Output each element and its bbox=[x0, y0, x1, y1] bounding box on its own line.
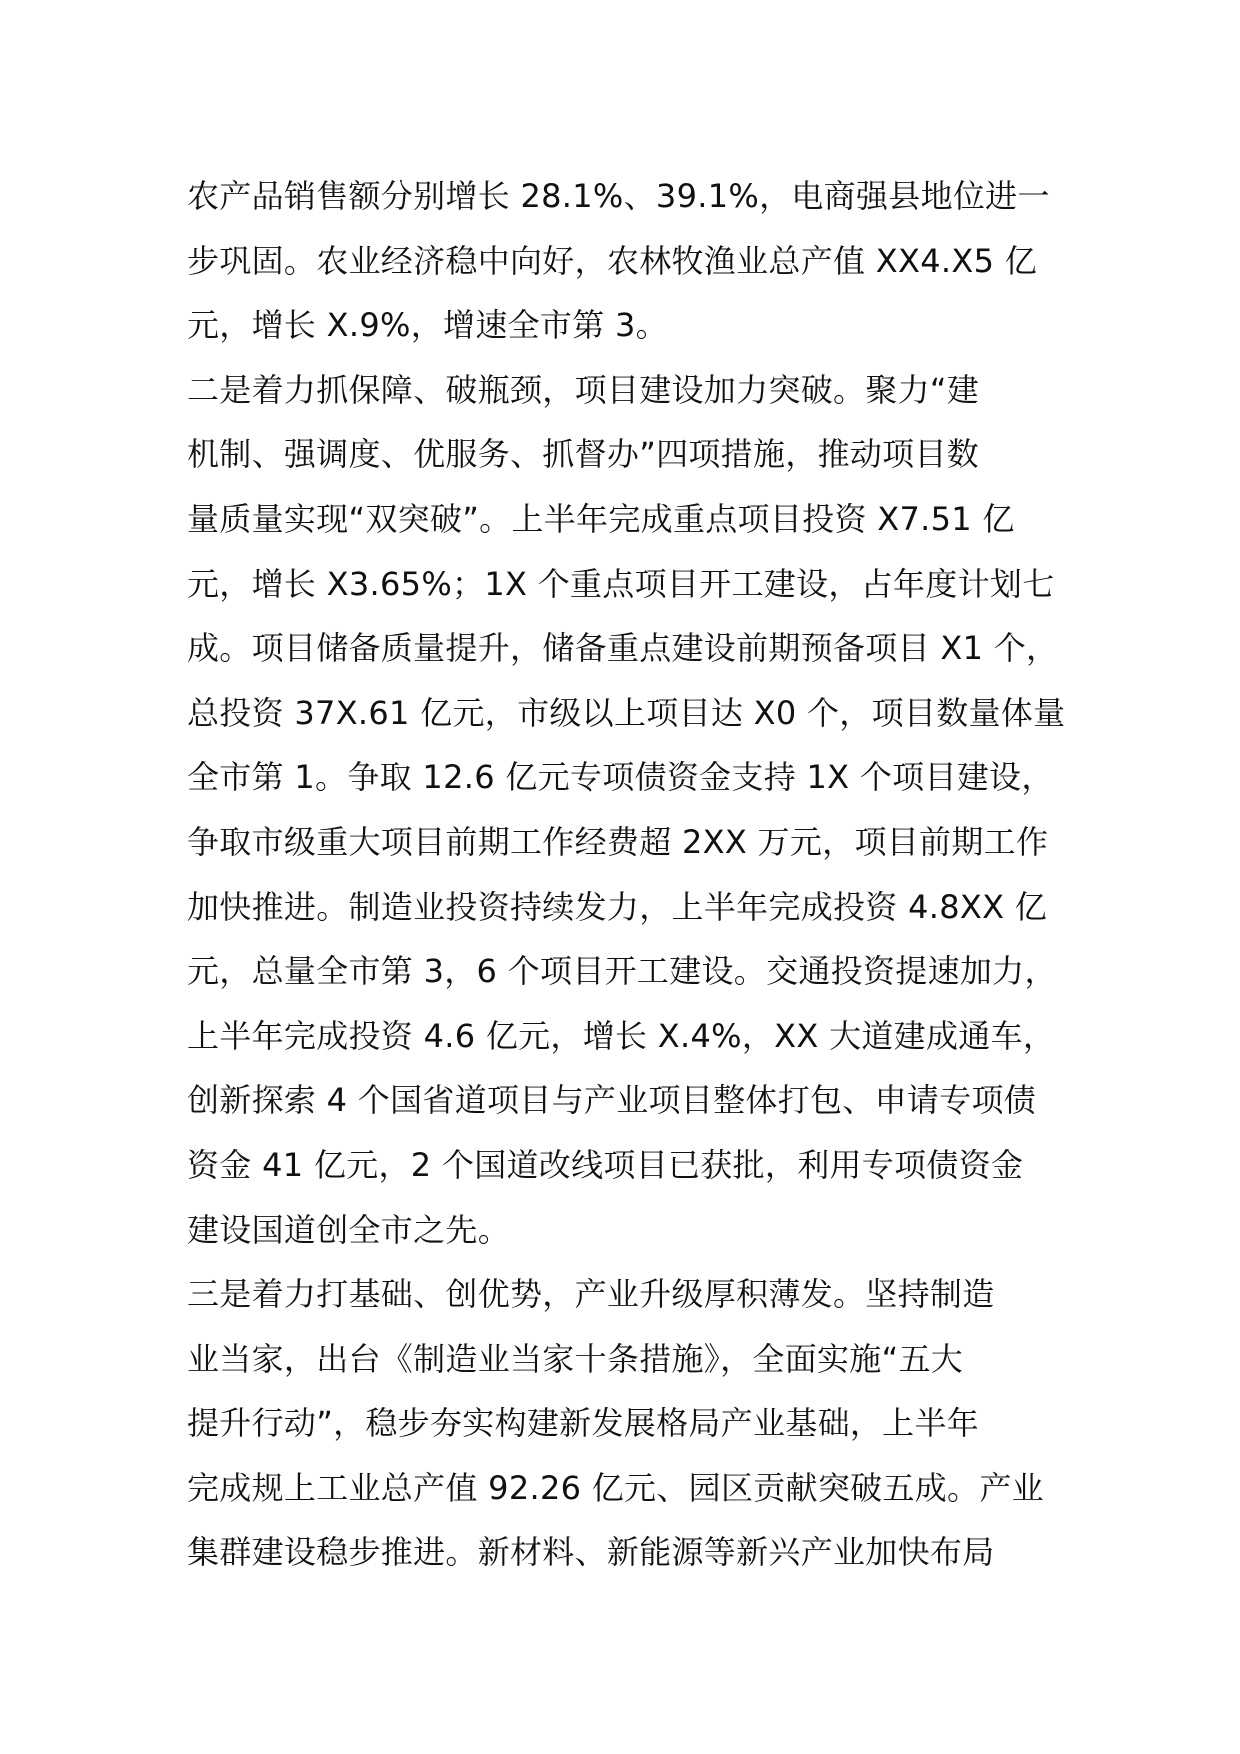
text-line: 三是着力打基础、创优势，产业升级厚积薄发。坚持制造 bbox=[187, 1275, 995, 1314]
text-line: 全市第 1。争取 12.6 亿元专项债资金支持 1X 个项目建设， bbox=[187, 758, 1054, 797]
text-line: 提升行动”，稳步夯实构建新发展格局产业基础，上半年 bbox=[187, 1404, 980, 1443]
text-line: 成。项目储备质量提升，储备重点建设前期预备项目 X1 个， bbox=[187, 629, 1059, 668]
text-line: 上半年完成投资 4.6 亿元，增长 X.4%，XX 大道建成通车， bbox=[187, 1016, 1056, 1055]
text-line: 农产品销售额分别增长 28.1%、39.1%，电商强县地位进一 bbox=[187, 177, 1050, 215]
text-line: 总投资 37X.61 亿元，市级以上项目达 X0 个，项目数量体量 bbox=[187, 693, 1066, 732]
text-line: 二是着力抓保障、破瓶颈，项目建设加力突破。聚力“建 bbox=[187, 370, 980, 409]
text-line: 元，增长 X.9%，增速全市第 3。 bbox=[187, 306, 668, 345]
body-text bbox=[187, 164, 1092, 1585]
text-line: 完成规上工业总产值 92.26 亿元、园区贡献突破五成。产业 bbox=[187, 1468, 1044, 1507]
text-line: 机制、强调度、优服务、抓督办”四项措施，推动项目数 bbox=[187, 435, 980, 474]
text-line: 资金 41 亿元，2 个国道改线项目已获批，利用专项债资金 bbox=[187, 1145, 1024, 1184]
text-line: 加快推进。制造业投资持续发力，上半年完成投资 4.8XX 亿 bbox=[187, 887, 1048, 926]
text-line: 量质量实现“双突破”。上半年完成重点项目投资 X7.51 亿 bbox=[187, 499, 1015, 538]
text-line: 集群建设稳步推进。新材料、新能源等新兴产业加快布局 bbox=[187, 1533, 995, 1572]
text-line: 建设国道创全市之先。 bbox=[187, 1210, 511, 1249]
text-line: 步巩固。农业经济稳中向好，农林牧渔业总产值 XX4.X5 亿 bbox=[187, 241, 1038, 280]
text-line: 创新探索 4 个国省道项目与产业项目整体打包、申请专项债 bbox=[187, 1081, 1037, 1120]
text-line: 元，总量全市第 3，6 个项目开工建设。交通投资提速加力， bbox=[187, 952, 1057, 991]
text-line: 业当家，出台《制造业当家十条措施》，全面实施“五大 bbox=[187, 1339, 964, 1378]
text-line: 元，增长 X3.65%；1X 个重点项目开工建设，占年度计划七 bbox=[187, 564, 1055, 603]
text-line: 争取市级重大项目前期工作经费超 2XX 万元，项目前期工作 bbox=[187, 822, 1049, 861]
